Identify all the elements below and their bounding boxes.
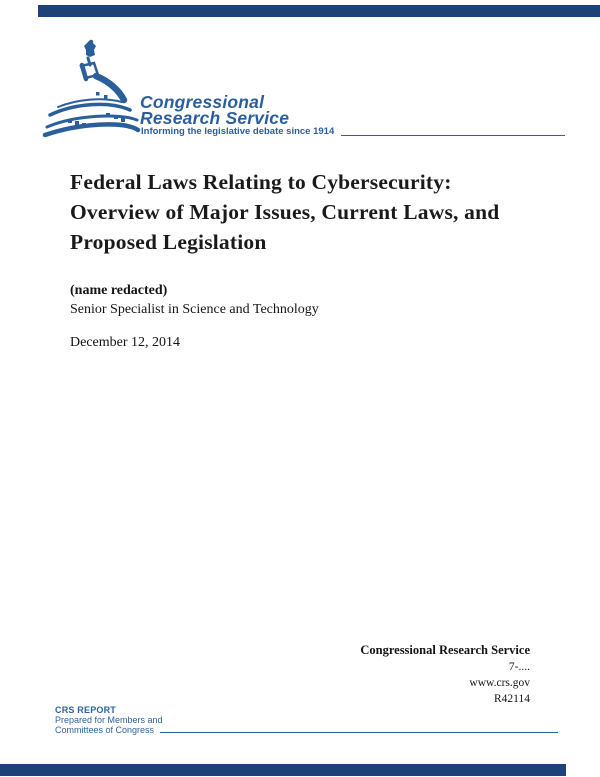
logo-org-name-line2: Research Service	[140, 107, 290, 128]
bottom-banner-bar	[0, 764, 566, 776]
header-rule-line	[341, 135, 565, 137]
footer-website: www.crs.gov	[469, 677, 530, 689]
footer-prepared-line2: Committees of Congress	[55, 725, 155, 735]
capitol-dome-icon	[40, 35, 150, 150]
author-block	[70, 282, 319, 319]
crs-report-label: CRS REPORT	[55, 705, 117, 715]
report-title-line3: Proposed Legislation	[70, 230, 267, 254]
logo-tagline: Informing the legislative debate since 1914	[141, 126, 335, 137]
footer-rule-line	[160, 732, 558, 734]
logo-org-name-line1: Congressional	[140, 92, 265, 112]
footer-left-block	[55, 705, 558, 735]
author-name: (name redacted)	[70, 283, 168, 298]
author-role: Senior Specialist in Science and Technology	[70, 301, 319, 317]
footer-org-name: Congressional Research Service	[360, 643, 530, 657]
logo-tagline-row	[141, 126, 565, 138]
footer-prepared-row	[55, 725, 558, 735]
logo-org-name	[140, 92, 290, 128]
report-title	[70, 167, 550, 257]
footer-phone-redacted: 7-....	[508, 661, 530, 673]
report-title-line1: Federal Laws Relating to Cybersecurity:	[70, 170, 452, 194]
report-title-line2: Overview of Major Issues, Current Laws, and	[70, 200, 500, 224]
report-date: December 12, 2014	[70, 335, 181, 350]
footer-right-block	[360, 641, 530, 707]
footer-report-number: R42114	[494, 693, 530, 705]
footer-prepared-line1: Prepared for Members and	[55, 715, 163, 725]
top-banner-bar	[38, 5, 600, 17]
